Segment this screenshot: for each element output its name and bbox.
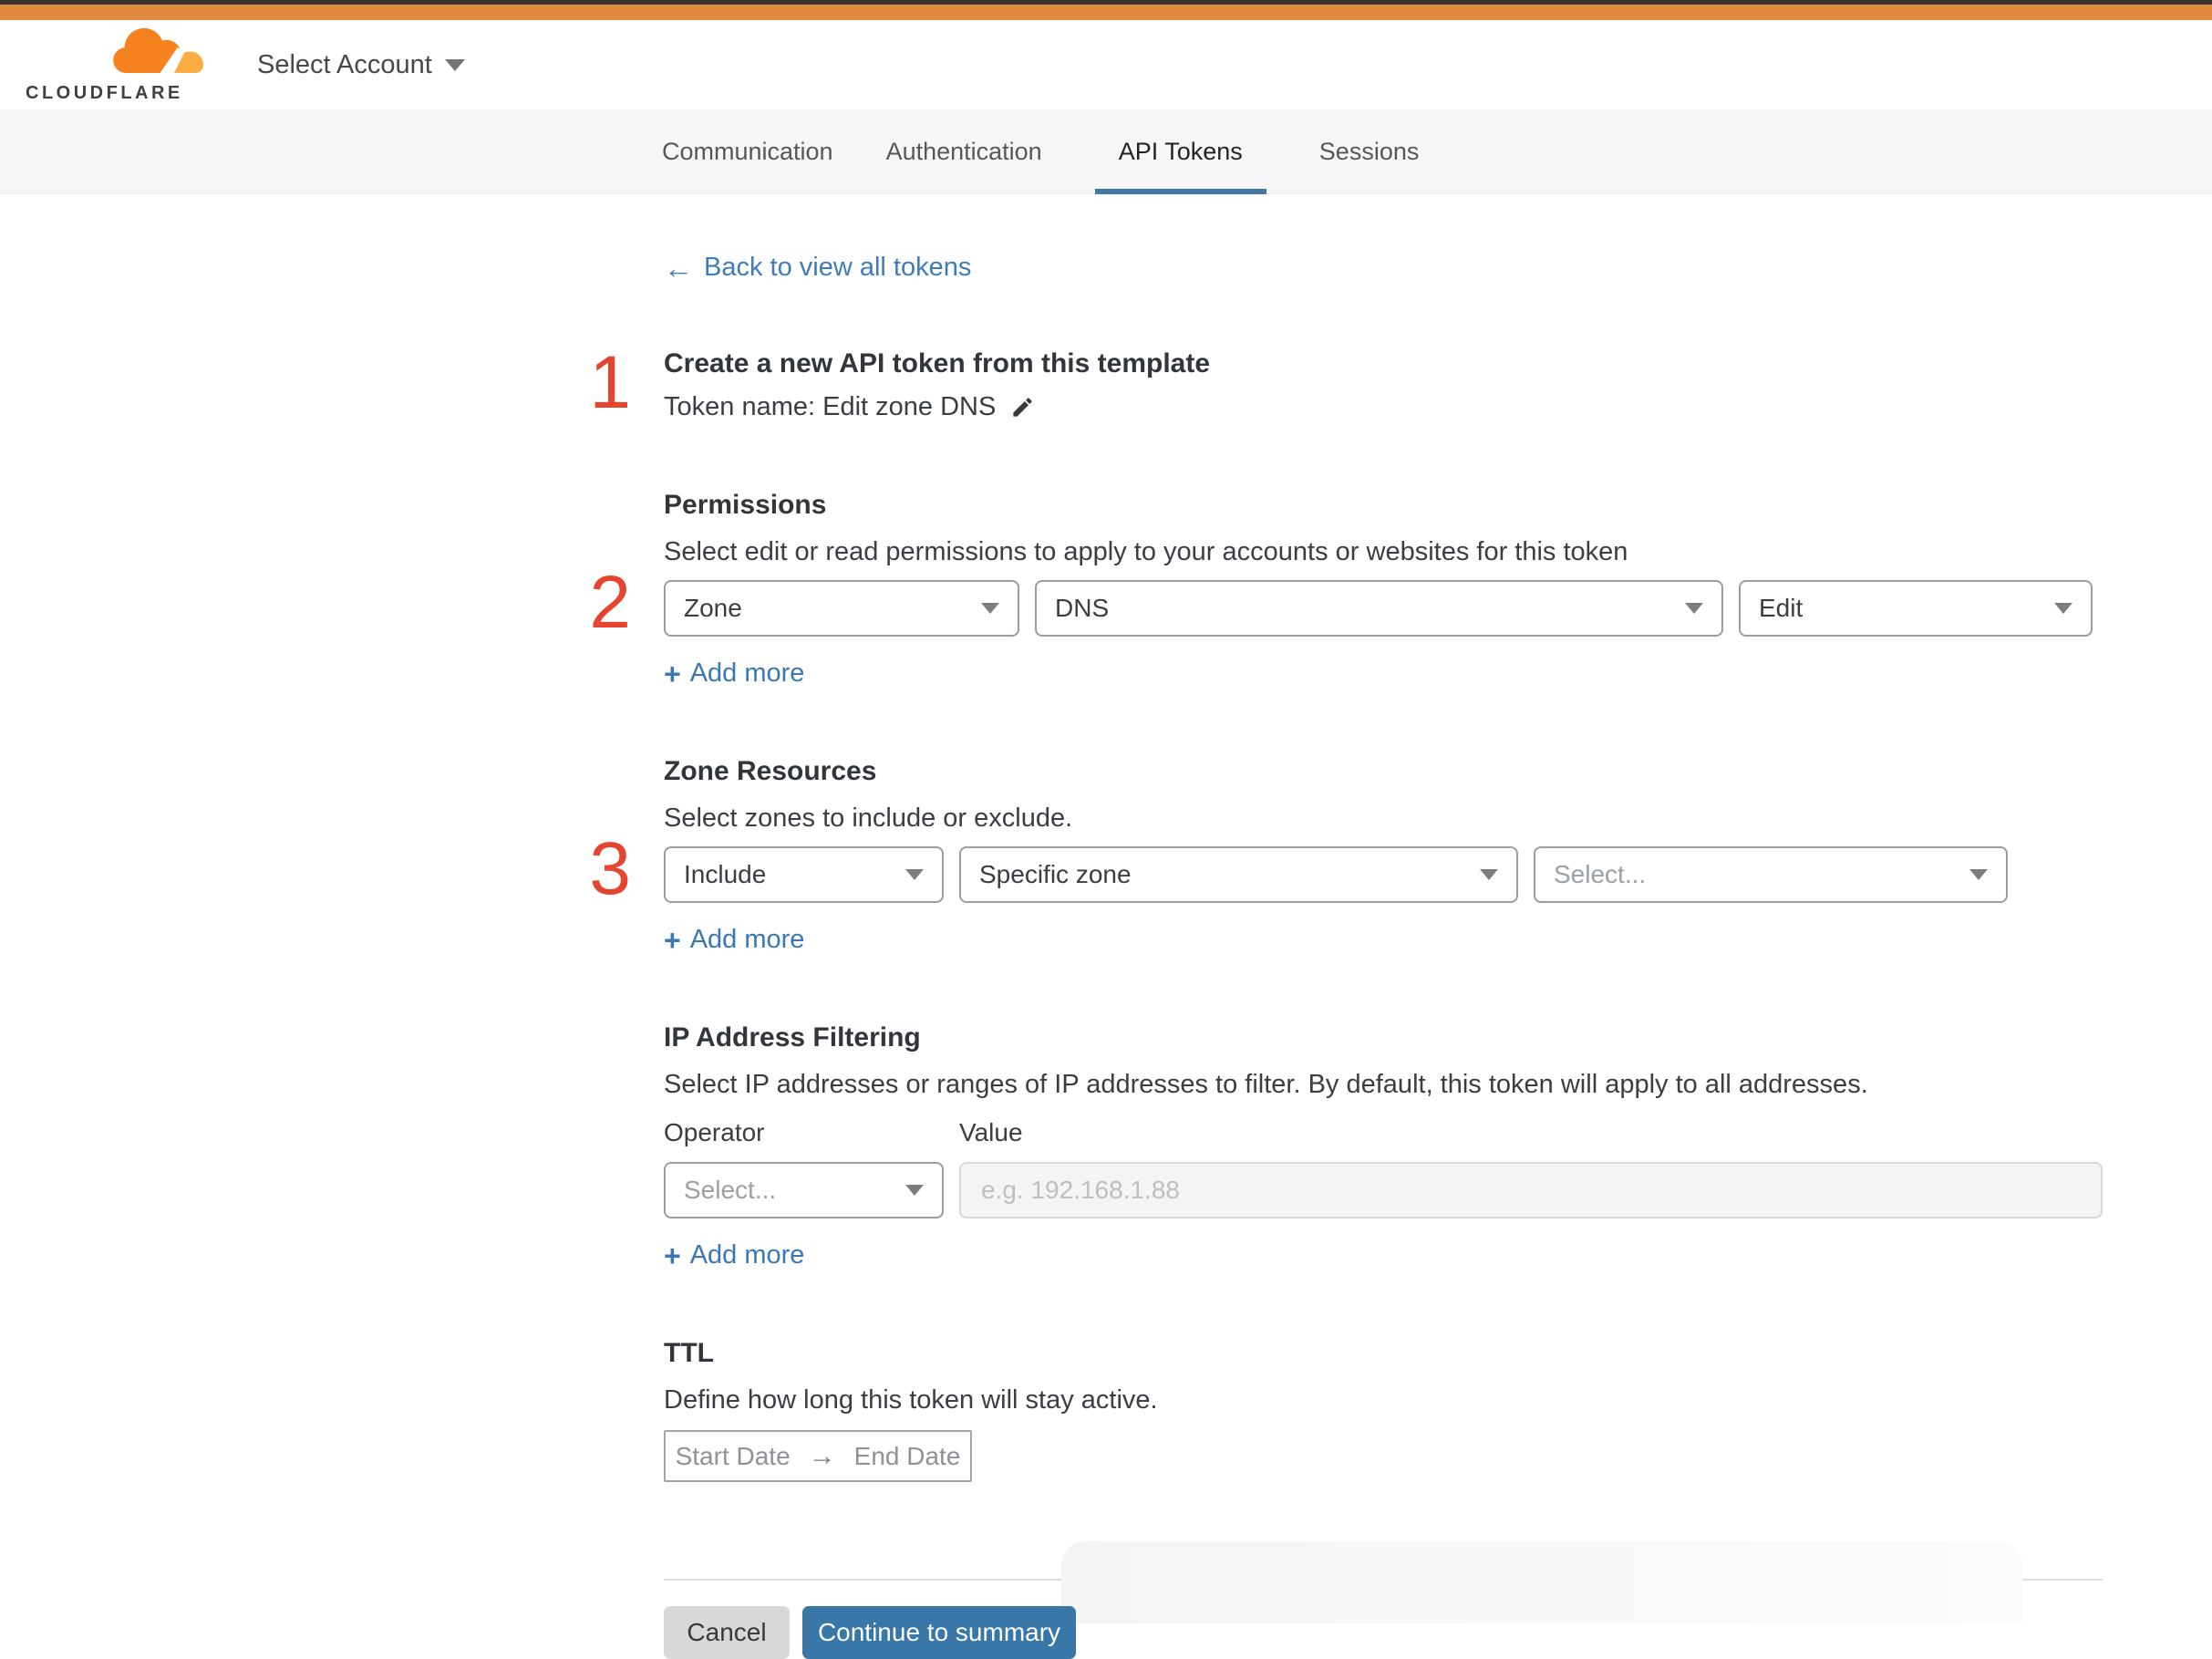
chevron-down-icon	[905, 1185, 924, 1196]
select-placeholder: Select...	[684, 1176, 777, 1204]
tab-bar	[0, 109, 2212, 194]
step-number-2: 2	[589, 561, 631, 644]
zone-operator-select[interactable]	[664, 846, 944, 903]
add-more-label: Add more	[689, 925, 805, 954]
tab-api-tokens[interactable]	[1095, 109, 1266, 193]
chevron-down-icon	[445, 59, 465, 71]
select-value: DNS	[1055, 594, 1110, 622]
chevron-down-icon	[905, 869, 924, 880]
edit-pencil-icon[interactable]	[1010, 395, 1035, 420]
ttl-date-range-picker[interactable]	[664, 1430, 972, 1482]
ip-filtering-heading: IP Address Filtering	[664, 1022, 921, 1052]
step-number-3: 3	[589, 827, 631, 910]
page-title: Create a new API token from this template	[664, 348, 1211, 378]
token-name-text: Token name: Edit zone DNS	[664, 392, 997, 421]
ip-filtering-section	[664, 1022, 2103, 1270]
back-link-label: Back to view all tokens	[704, 253, 972, 282]
account-selector-label: Select Account	[257, 49, 432, 79]
chevron-down-icon	[981, 603, 999, 614]
zone-resources-heading: Zone Resources	[664, 756, 877, 786]
plus-icon: +	[664, 657, 681, 690]
continue-to-summary-button[interactable]: Continue to summary	[802, 1606, 1076, 1659]
select-value: Edit	[1759, 594, 1804, 622]
add-more-label: Add more	[689, 1240, 805, 1270]
footer-actions	[664, 1606, 2103, 1659]
account-selector[interactable]	[257, 50, 465, 80]
zone-resources-add-more-link[interactable]	[664, 925, 804, 955]
select-placeholder: Select...	[1554, 860, 1647, 888]
ttl-section	[664, 1338, 2103, 1482]
token-template-section	[589, 341, 2103, 424]
tab-communication[interactable]	[662, 109, 833, 193]
operator-label: Operator	[664, 1118, 765, 1146]
select-value: Specific zone	[979, 860, 1132, 888]
page-header	[0, 20, 2212, 109]
permissions-description: Select edit or read permissions to apply to your accounts or websites for this token	[664, 537, 1628, 566]
zone-resources-description: Select zones to include or exclude.	[664, 804, 1073, 833]
ttl-description: Define how long this token will stay active.	[664, 1385, 1158, 1415]
ip-value-input[interactable]	[959, 1162, 2103, 1218]
tab-label: Sessions	[1318, 137, 1420, 165]
arrow-left-icon: ←	[664, 251, 693, 285]
select-value: Zone	[684, 594, 742, 622]
ip-filtering-description: Select IP addresses or ranges of IP addresses to filter. By default, this token will apply to all addresses.	[664, 1070, 1868, 1099]
permission-access-select[interactable]	[1739, 580, 2093, 637]
cloudflare-logo	[26, 27, 204, 102]
select-value: Include	[684, 860, 767, 888]
permissions-add-more-link[interactable]	[664, 658, 804, 689]
start-date-placeholder: Start Date	[675, 1441, 791, 1470]
permission-scope-select[interactable]	[664, 580, 1019, 637]
add-more-label: Add more	[689, 658, 805, 688]
zone-picker-select[interactable]	[1534, 846, 2008, 903]
ip-operator-select[interactable]	[664, 1162, 944, 1218]
permissions-section	[589, 490, 2103, 690]
tab-sessions[interactable]	[1319, 109, 1420, 193]
cancel-button[interactable]: Cancel	[664, 1606, 790, 1659]
back-to-tokens-link[interactable]	[664, 253, 971, 283]
plus-icon: +	[664, 923, 681, 957]
zone-type-select[interactable]	[959, 846, 1518, 903]
value-label: Value	[959, 1118, 1023, 1146]
ttl-heading: TTL	[664, 1338, 714, 1368]
arrow-right-icon: →	[808, 1440, 836, 1471]
tab-label: Authentication	[885, 137, 1042, 165]
permission-service-select[interactable]	[1035, 580, 1723, 637]
end-date-placeholder: End Date	[853, 1441, 961, 1470]
chevron-down-icon	[1685, 603, 1703, 614]
brand-top-bar	[0, 5, 2212, 20]
chevron-down-icon	[1969, 869, 1988, 880]
chevron-down-icon	[1480, 869, 1498, 880]
tab-label: Communication	[662, 137, 833, 165]
plus-icon: +	[664, 1239, 681, 1272]
zone-resources-section	[589, 756, 2103, 957]
ip-filtering-add-more-link[interactable]	[664, 1240, 804, 1270]
tab-authentication[interactable]	[886, 109, 1042, 193]
step-number-1: 1	[589, 341, 631, 424]
cloudflare-wordmark: CLOUDFLARE	[26, 83, 183, 103]
tab-label: API Tokens	[1118, 137, 1243, 165]
chevron-down-icon	[2054, 603, 2072, 614]
cloudflare-cloud-icon	[109, 27, 204, 81]
permissions-heading: Permissions	[664, 490, 827, 520]
main-content	[589, 194, 2103, 1659]
